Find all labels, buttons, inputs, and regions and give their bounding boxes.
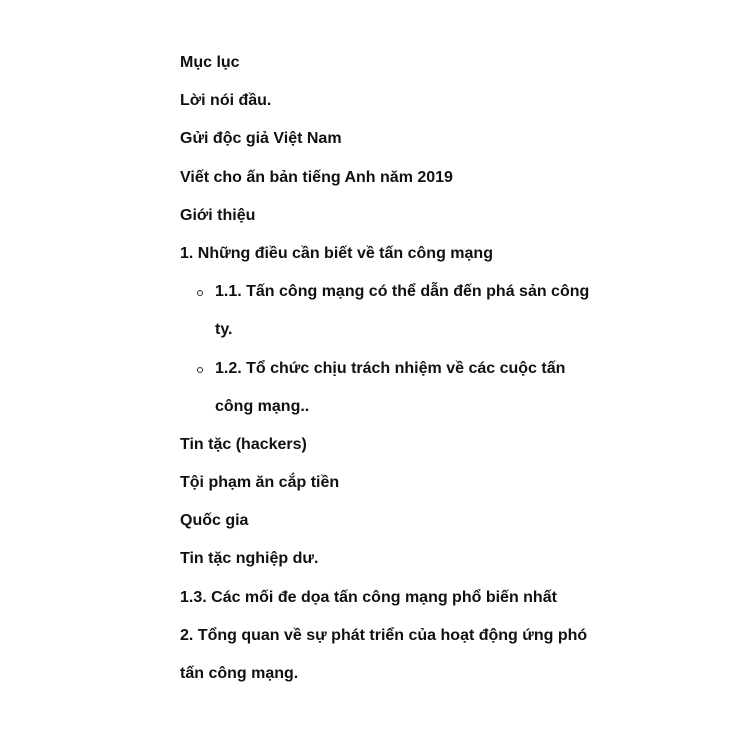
toc-item-gioi-thieu[interactable] <box>180 206 610 244</box>
toc-item-text: Tin tặc nghiệp dư. <box>180 550 319 568</box>
toc-item-viet-cho-an-ban[interactable] <box>180 168 610 206</box>
toc-item-text: Quốc gia <box>180 512 249 530</box>
toc-item-quoc-gia[interactable] <box>180 511 610 549</box>
toc-item-text: 1.3. Các mối đe dọa tấn công mạng phổ biến nhất <box>180 588 557 606</box>
toc-item-tin-tac-nghiep-du[interactable] <box>180 549 610 587</box>
toc-item-text: Tin tặc (hackers) <box>180 435 307 453</box>
circle-bullet-icon <box>197 290 203 296</box>
toc-item-gui-doc-gia[interactable] <box>180 129 610 167</box>
toc-item-text: 1.2. Tổ chức chịu trách nhiệm về các cuộc tấn <box>215 359 566 377</box>
toc-item-1-3[interactable] <box>180 588 610 626</box>
toc-item-loi-noi-dau[interactable] <box>180 91 610 129</box>
toc-item-text: Viết cho ấn bản tiếng Anh năm 2019 <box>180 168 453 186</box>
toc-item-muc-luc[interactable] <box>180 53 610 91</box>
toc-item-tin-tac[interactable] <box>180 435 610 473</box>
toc-item-text: Mục lục <box>180 54 240 71</box>
circle-bullet-icon <box>197 367 203 373</box>
toc-item-text: 1.1. Tấn công mạng có thể dẫn đến phá sản công <box>215 283 590 301</box>
toc-item-text: tấn công mạng. <box>180 665 299 682</box>
toc-item-text: công mạng.. <box>215 397 310 415</box>
toc-subitem-1-1[interactable] <box>180 282 610 358</box>
toc-item-text: Giới thiệu <box>180 206 256 224</box>
toc-item-text: 1. Những điều cần biết về tấn công mạng <box>180 244 493 262</box>
toc-item-chapter-1[interactable] <box>180 244 610 282</box>
toc-item-text: Lời nói đầu. <box>180 92 272 110</box>
toc-item-chapter-2[interactable] <box>180 626 610 702</box>
toc-item-text: Tội phạm ăn cắp tiền <box>180 474 340 492</box>
table-of-contents <box>180 53 610 702</box>
toc-item-text: Gửi độc giả Việt Nam <box>180 130 342 148</box>
toc-item-text: 2. Tổng quan về sự phát triển của hoạt động ứng phó <box>180 626 588 644</box>
toc-item-toi-pham[interactable] <box>180 473 610 511</box>
toc-subitem-1-2[interactable] <box>180 359 610 435</box>
toc-item-text: ty. <box>215 321 233 339</box>
